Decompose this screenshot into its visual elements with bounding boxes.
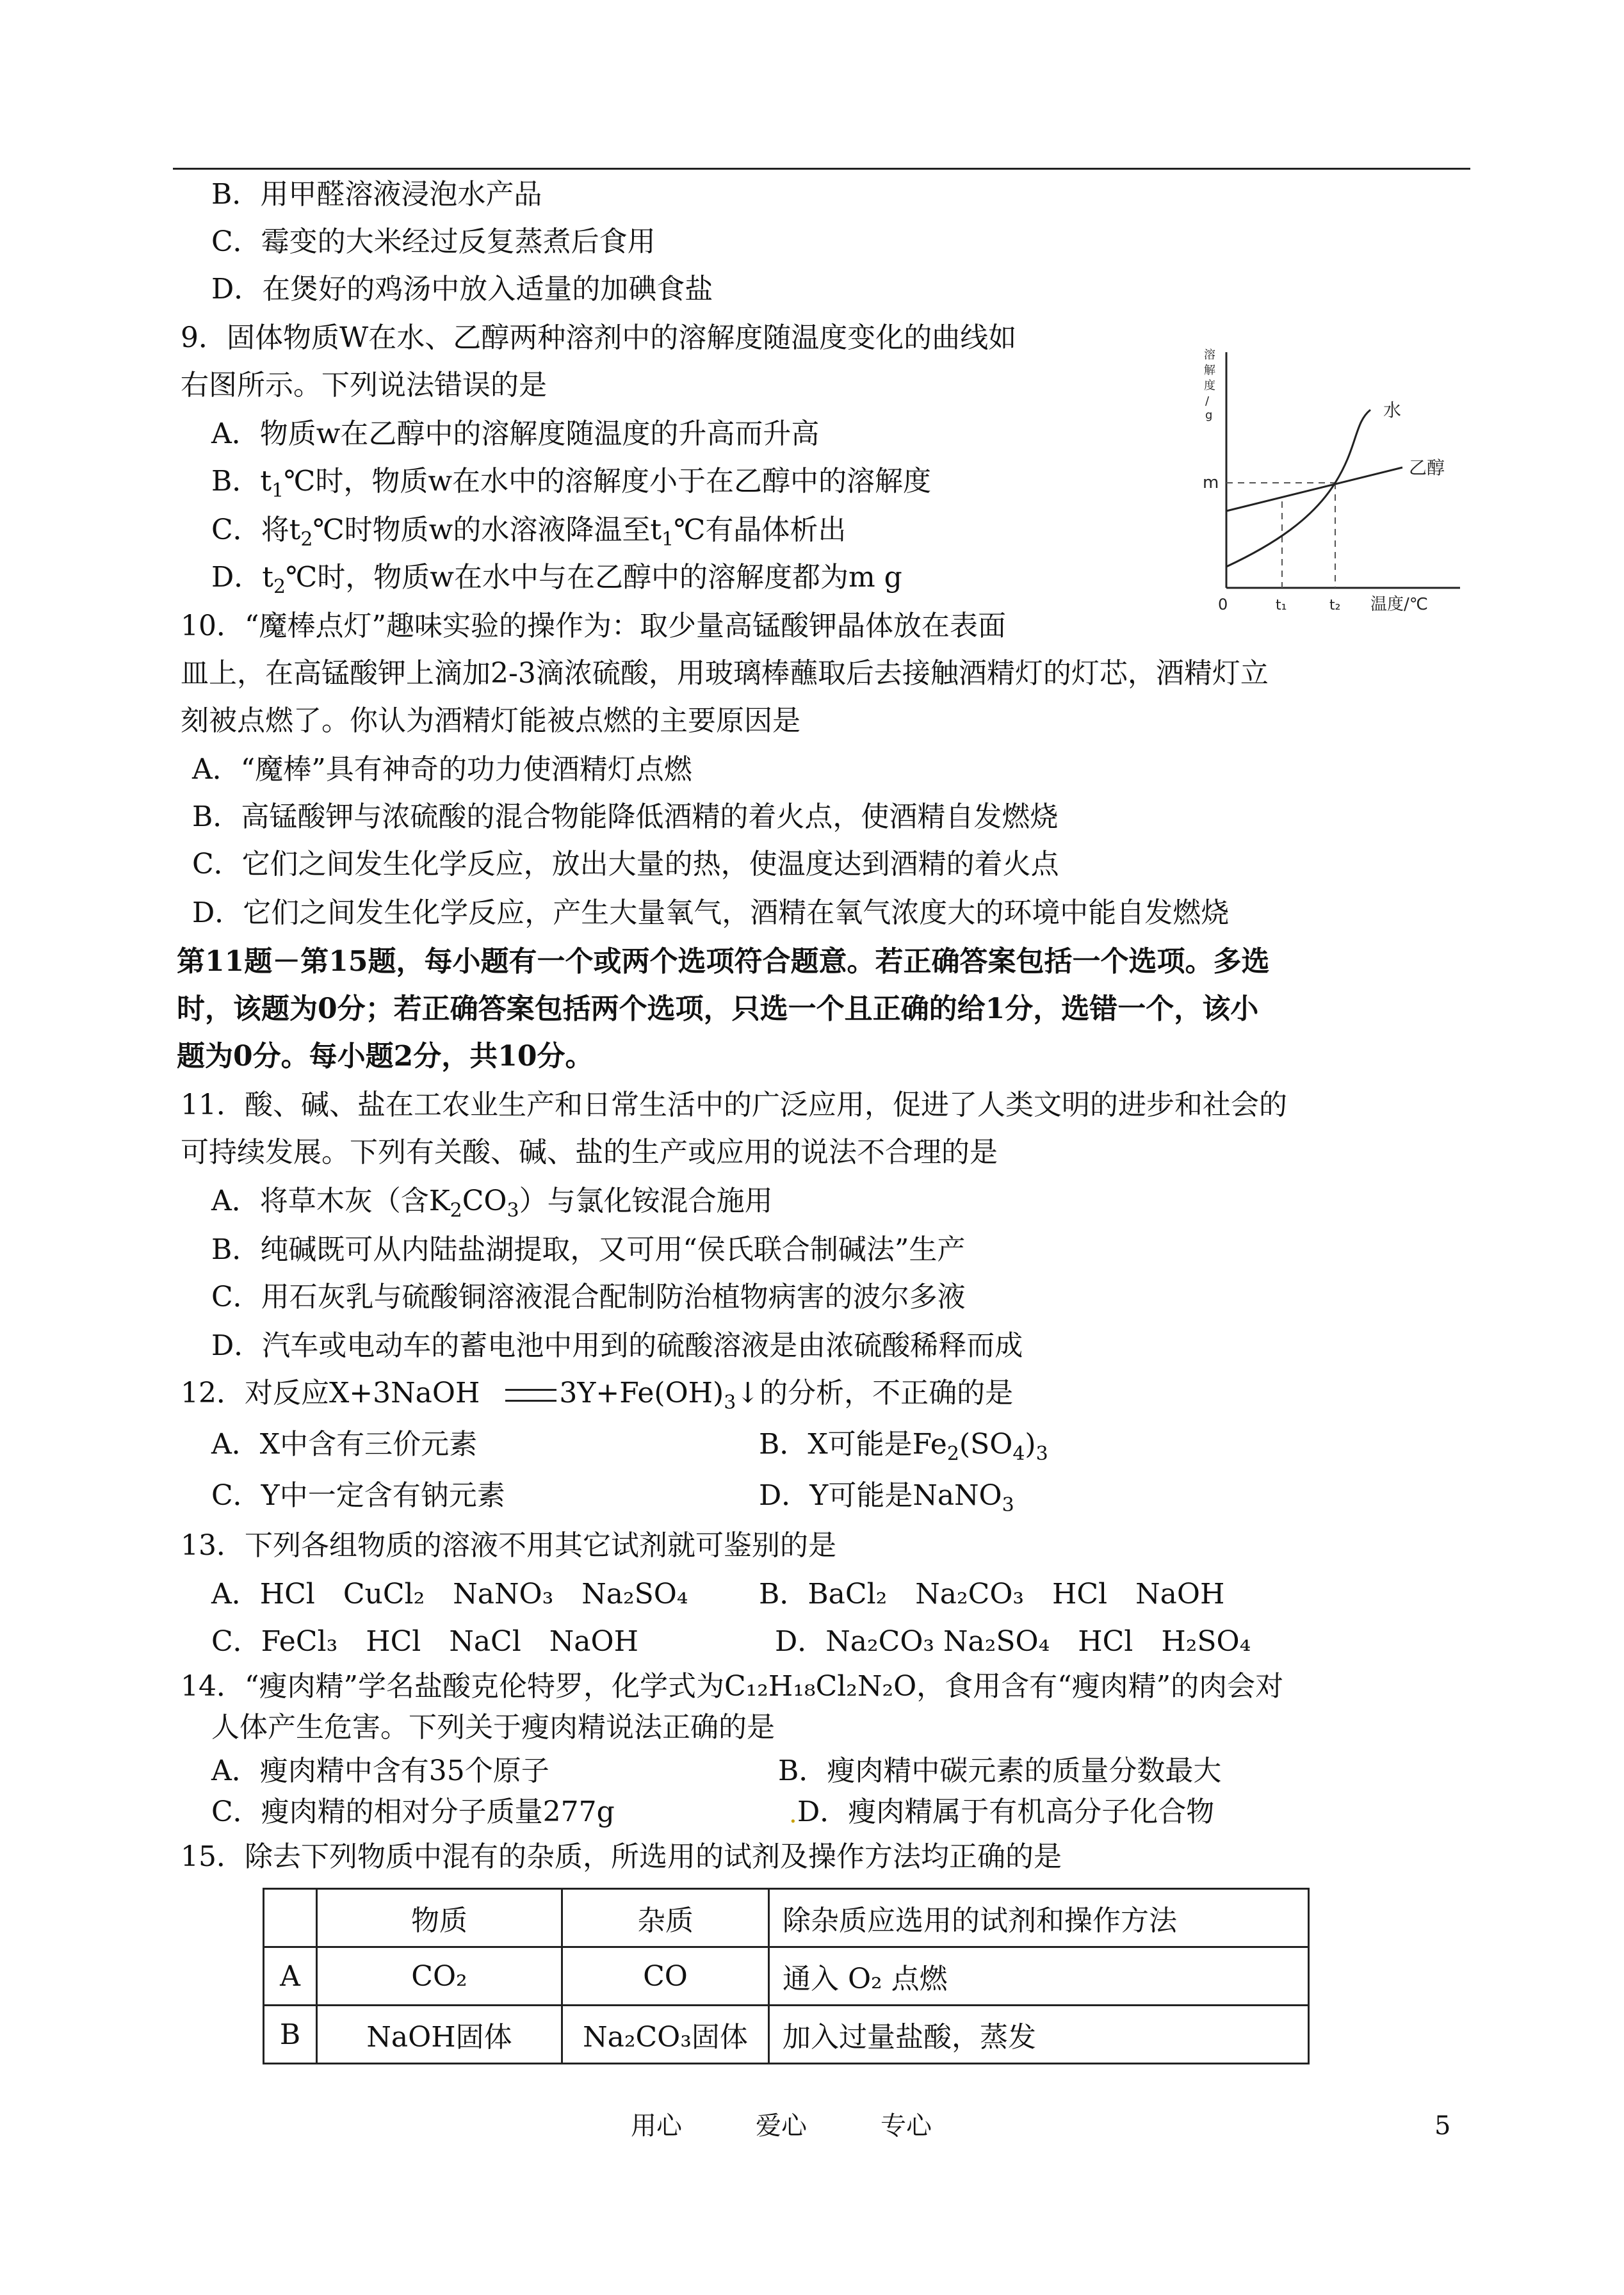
water-label: 水 xyxy=(1383,400,1402,421)
q11-stem-2: 可持续发展。下列有关酸、碱、盐的生产或应用的说法不合理的是 xyxy=(181,1136,998,1169)
q13-option-a: A．HCl CuCl₂ NaNO₃ Na₂SO₄ xyxy=(211,1578,688,1610)
ethanol-line xyxy=(1226,467,1402,511)
footer-text-1: 用心 xyxy=(631,2111,682,2141)
q13-option-d: D．Na₂CO₃ Na₂SO₄ HCl H₂SO₄ xyxy=(775,1625,1251,1658)
ethanol-label: 乙醇 xyxy=(1409,457,1445,478)
t2-label: t₂ xyxy=(1329,597,1341,613)
table-cell: CO xyxy=(562,1947,769,2006)
x-axis-label: 温度/℃ xyxy=(1370,595,1428,614)
m-label: m xyxy=(1203,473,1219,492)
q9-option-b: B．$t_1℃$时，物质w在水中的溶解度小于在乙醇中的溶解度 xyxy=(211,465,931,502)
q13-option-c: C．FeCl₃ HCl NaCl NaOH xyxy=(211,1625,638,1658)
t1-label: t₁ xyxy=(1276,597,1287,613)
svg-text:g: g xyxy=(1205,409,1213,422)
q14-stem-1: 14．“瘦肉精”学名盐酸克伦特罗，化学式为C₁₂H₁₈Cl₂N₂O，食用含有“瘦肉精”的肉会对 xyxy=(181,1670,1284,1703)
q11-option-d: D．汽车或电动车的蓄电池中用到的硫酸溶液是由浓硫酸稀释而成 xyxy=(211,1329,1023,1362)
svg-text:/: / xyxy=(1205,394,1210,408)
stray-dot: . xyxy=(789,1799,797,1829)
origin-label: 0 xyxy=(1218,596,1228,613)
table-cell: CO₂ xyxy=(317,1947,562,2006)
table-header-cell: 除杂质应选用的试剂和操作方法 xyxy=(769,1889,1309,1947)
q9-option-a: A．物质w在乙醇中的溶解度随温度的升高而升高 xyxy=(211,418,820,450)
water-curve xyxy=(1226,410,1370,567)
q12-stem: 12．对反应X+3NaOH $3Y+Fe(OH)_3↓$的分析，不正确的是 xyxy=(181,1377,1014,1414)
q10-option-c: C．它们之间发生化学反应，放出大量的热，使温度达到酒精的着火点 xyxy=(192,848,1059,880)
q11-stem-1: 11．酸、碱、盐在工农业生产和日常生活中的广泛应用，促进了人类文明的进步和社会的 xyxy=(181,1089,1287,1121)
instruction-line-3: 题为0分。每小题2分，共10分。 xyxy=(177,1040,594,1073)
footer-text-2: 爱心 xyxy=(756,2111,807,2141)
q15-stem: 15．除去下列物质中混有的杂质，所选用的试剂及操作方法均正确的是 xyxy=(181,1840,1062,1873)
table-row xyxy=(264,2006,1309,2064)
instruction-line-1: 第11题－第15题，每小题有一个或两个选项符合题意。若正确答案包括一个选项。多选 xyxy=(177,945,1270,978)
q13-option-b: B．BaCl₂ Na₂CO₃ HCl NaOH xyxy=(759,1578,1225,1610)
q10-stem-3: 刻被点燃了。你认为酒精灯能被点燃的主要原因是 xyxy=(181,704,800,737)
table-cell: 加入过量盐酸，蒸发 xyxy=(769,2006,1309,2064)
svg-text:度: 度 xyxy=(1204,379,1215,393)
q12-option-b: B．X可能是$Fe_2(SO_4)_3$ xyxy=(759,1428,1048,1465)
q9-stem-1: 9．固体物质W在水、乙醇两种溶剂中的溶解度随温度变化的曲线如 xyxy=(181,321,1017,354)
q14-option-b: B．瘦肉精中碳元素的质量分数最大 xyxy=(778,1755,1222,1787)
table-header-cell: 物质 xyxy=(317,1889,562,1947)
header-rule xyxy=(173,168,1470,170)
page-number: 5 xyxy=(1434,2111,1451,2141)
q12-option-d: D．Y可能是NaNO$_3$ xyxy=(759,1479,1014,1516)
table-header-cell: 杂质 xyxy=(562,1889,769,1947)
table-cell: B xyxy=(264,2006,317,2064)
graph-y-label xyxy=(1204,348,1215,422)
svg-text:解: 解 xyxy=(1204,364,1215,377)
table-row xyxy=(264,1947,1309,2006)
table-cell: Na₂CO₃固体 xyxy=(562,2006,769,2064)
q13-stem: 13．下列各组物质的溶液不用其它试剂就可鉴别的是 xyxy=(181,1529,836,1562)
q10-option-a: A．“魔棒”具有神奇的功力使酒精灯点燃 xyxy=(192,753,692,786)
table-header-cell xyxy=(264,1889,317,1947)
q9-stem-2: 右图所示。下列说法错误的是 xyxy=(181,369,547,401)
footer-text-3: 专心 xyxy=(881,2111,932,2141)
q10-stem-2: 皿上，在高锰酸钾上滴加2-3滴浓硫酸，用玻璃棒蘸取后去接触酒精灯的灯芯，酒精灯立 xyxy=(181,657,1269,690)
q8-option-d: D．在煲好的鸡汤中放入适量的加碘食盐 xyxy=(211,273,713,305)
svg-text:溶: 溶 xyxy=(1204,348,1215,362)
q12-option-a: A．X中含有三价元素 xyxy=(211,1428,478,1461)
q11-option-a: A．将草木灰（含$K_2CO_3$）与氯化铵混合施用 xyxy=(211,1185,773,1222)
table-header-row xyxy=(264,1889,1309,1947)
instruction-line-2: 时，该题为0分；若正确答案包括两个选项，只选一个且正确的给1分，选错一个，该小 xyxy=(177,993,1259,1025)
q11-option-b: B．纯碱既可从内陆盐湖提取，又可用“侯氏联合制碱法”生产 xyxy=(211,1233,966,1266)
q14-stem-2: 人体产生危害。下列关于瘦肉精说法正确的是 xyxy=(211,1711,775,1744)
impurity-table xyxy=(263,1888,1310,2064)
q12-option-c: C．Y中一定含有钠元素 xyxy=(211,1479,505,1512)
q8-option-b: B．用甲醛溶液浸泡水产品 xyxy=(211,178,542,211)
q10-option-d: D．它们之间发生化学反应，产生大量氧气，酒精在氧气浓度大的环境中能自发燃烧 xyxy=(192,896,1230,929)
table-cell: A xyxy=(264,1947,317,2006)
table-cell: 通入 O₂ 点燃 xyxy=(769,1947,1309,2006)
q9-option-d: D．$t_2℃$时，物质w在水中与在乙醇中的溶解度都为m g xyxy=(211,561,902,598)
q10-stem-1: 10．“魔棒点灯”趣味实验的操作为：取少量高锰酸钾晶体放在表面 xyxy=(181,610,1006,642)
q10-option-b: B．高锰酸钾与浓硫酸的混合物能降低酒精的着火点，使酒精自发燃烧 xyxy=(192,800,1059,833)
reaction-equals-sign xyxy=(505,1389,556,1402)
table-cell: NaOH固体 xyxy=(317,2006,562,2064)
solubility-graph xyxy=(1178,346,1473,621)
q11-option-c: C．用石灰乳与硫酸铜溶液混合配制防治植物病害的波尔多液 xyxy=(211,1281,966,1313)
q14-option-d: D．瘦肉精属于有机高分子化合物 xyxy=(797,1796,1215,1828)
q14-option-a: A．瘦肉精中含有35个原子 xyxy=(211,1755,549,1787)
q8-option-c: C．霉变的大米经过反复蒸煮后食用 xyxy=(211,225,656,258)
q9-option-c: C．将$t_2℃$时物质w的水溶液降温至$t_1℃$有晶体析出 xyxy=(211,514,847,551)
q14-option-c: C．瘦肉精的相对分子质量277g xyxy=(211,1796,615,1828)
